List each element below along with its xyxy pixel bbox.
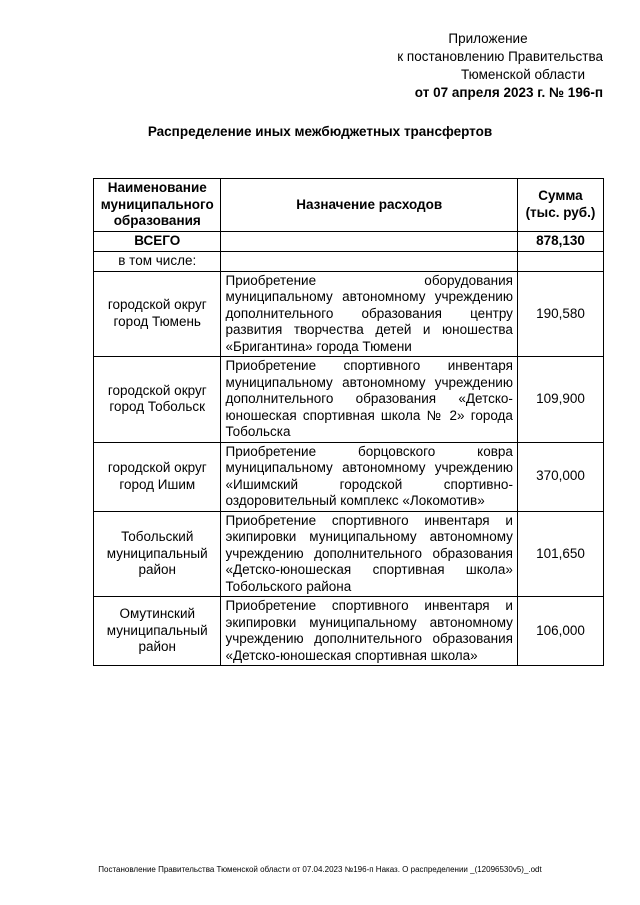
appendix-line-4: от 07 апреля 2023 г. № 196-п (414, 85, 603, 100)
row-sum: 109,900 (517, 357, 603, 443)
transfers-table (93, 178, 604, 666)
document-title: Распределение иных межбюджетных трансфертов (147, 124, 493, 139)
document-footer: Постановление Правительства Тюменской области от 07.04.2023 №196-п Наказ. О распределении _(12096530v5)_.odt (98, 865, 542, 874)
table-row (94, 271, 604, 357)
including-sum (517, 251, 603, 271)
row-sum: 370,000 (517, 442, 603, 511)
total-label: ВСЕГО (94, 231, 221, 251)
row-name: городской округ город Тобольск (94, 357, 221, 443)
header-purpose: Назначение расходов (221, 179, 517, 232)
appendix-block (303, 30, 603, 102)
table-row (94, 597, 604, 666)
appendix-line-3: Тюменской области (461, 67, 585, 82)
row-sum: 190,580 (517, 271, 603, 357)
total-purpose (221, 231, 517, 251)
including-row (94, 251, 604, 271)
row-name: Тобольский муниципальный район (94, 511, 221, 597)
row-purpose: Приобретение спортивного инвентаря муниципальному автономному учреждению дополнительного образования «Детско-юношеская спортивная школа № 2» города Тобольска (221, 357, 517, 443)
row-sum: 106,000 (517, 597, 603, 666)
total-row (94, 231, 604, 251)
row-purpose: Приобретение спортивного инвентаря и экипировки муниципальному автономному учреждению дополнительного образования «Детско-юношеская спортивная школа» Тобольского района (221, 511, 517, 597)
table-header-row (94, 179, 604, 232)
row-name: городской округ город Ишим (94, 442, 221, 511)
table-row (94, 357, 604, 443)
row-purpose: Приобретение борцовского ковра муниципальному автономному учреждению «Ишимский городской спортивно-оздоровительный комплекс «Локомотив» (221, 442, 517, 511)
row-purpose: Приобретение спортивного инвентаря и экипировки муниципальному автономному учреждению дополнительного образования «Детско-юношеская спортивная школа» (221, 597, 517, 666)
row-name: Омутинский муниципальный район (94, 597, 221, 666)
appendix-line-1: Приложение (448, 31, 528, 46)
row-sum: 101,650 (517, 511, 603, 597)
table-row (94, 442, 604, 511)
header-sum: Сумма (тыс. руб.) (517, 179, 603, 232)
row-purpose: Приобретение оборудования муниципальному автономному учреждению дополнительного образования центру развития творчества детей и юношества «Бригантина» города Тюмени (221, 271, 517, 357)
header-name: Наименование муниципального образования (94, 179, 221, 232)
including-purpose (221, 251, 517, 271)
table-row (94, 511, 604, 597)
row-name: городской округ город Тюмень (94, 271, 221, 357)
total-sum: 878,130 (517, 231, 603, 251)
including-label: в том числе: (94, 251, 221, 271)
appendix-line-2: к постановлению Правительства (397, 49, 603, 64)
